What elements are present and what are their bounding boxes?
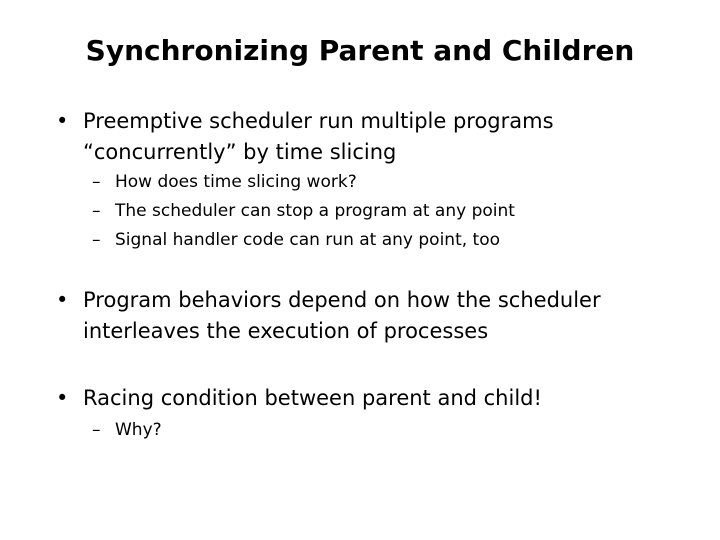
bullet-text [83, 106, 656, 168]
subitem-text: Signal handler code can run at any point, too [115, 230, 501, 250]
bullet-racing-condition [56, 383, 656, 414]
subitem-why [92, 415, 652, 445]
subitem-signal-handler [92, 225, 652, 255]
bullet-marker: • [56, 109, 69, 133]
subitem-text: Why? [115, 420, 162, 440]
subitem-marker: – [92, 420, 101, 440]
subitem-time-slicing [92, 167, 652, 197]
subitem-marker: – [92, 172, 101, 192]
bullet-line: Racing condition between parent and child! [83, 386, 542, 410]
subitem-marker: – [92, 230, 101, 250]
bullet-marker: • [56, 386, 69, 410]
bullet-line: Preemptive scheduler run multiple programs [83, 109, 554, 133]
bullet-marker: • [56, 288, 69, 312]
bullet-program-behaviors [56, 285, 656, 347]
bullet-text [83, 285, 656, 347]
subitem-text: How does time slicing work? [115, 172, 357, 192]
subitem-scheduler-stop [92, 196, 652, 226]
subitem-text: The scheduler can stop a program at any point [115, 201, 515, 221]
bullet-line: “concurrently” by time slicing [83, 140, 397, 164]
bullet-line: Program behaviors depend on how the scheduler [83, 288, 601, 312]
slide-title: Synchronizing Parent and Children [85, 34, 635, 67]
bullet-text [83, 383, 656, 414]
bullet-preemptive-scheduler [56, 106, 656, 168]
bullet-line: interleaves the execution of processes [83, 319, 489, 343]
subitem-marker: – [92, 201, 101, 221]
